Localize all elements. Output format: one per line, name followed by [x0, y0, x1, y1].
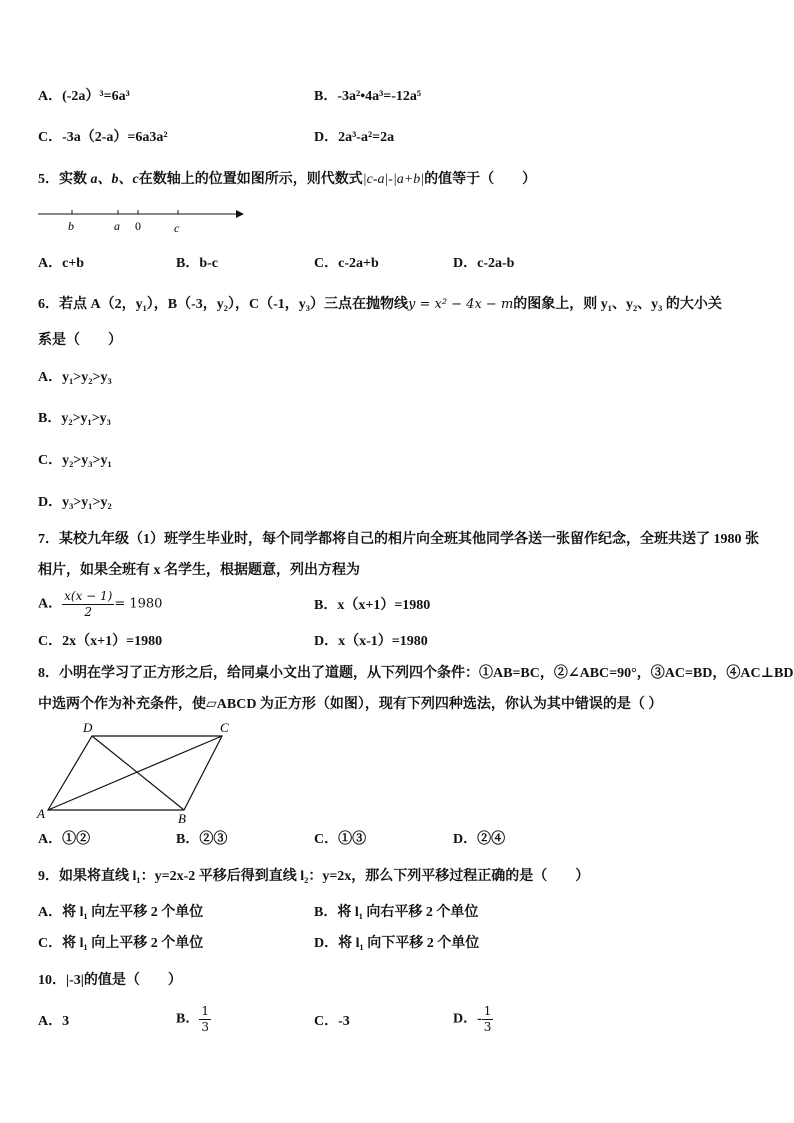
q7-option-a-label: A． — [38, 596, 63, 612]
q5-vars: a、b、c — [90, 172, 139, 187]
q10-option-b — [176, 1004, 211, 1035]
q8-parallelogram-figure — [34, 718, 240, 824]
q6-stem-line2: 系是（ ） — [38, 333, 122, 348]
q10-option-d-denominator: 3 — [483, 1020, 492, 1034]
q6-option-c: C．y₂>y₃>y₁ — [38, 453, 112, 468]
q5-stem-mid: 在数轴上的位置如图所示，则代数式 — [138, 172, 363, 187]
q5-option-a: A．c+b — [38, 256, 85, 271]
q7-option-b: B．x（x+1）=1980 — [314, 598, 431, 613]
q5-stem — [38, 170, 536, 190]
q5-number-line — [36, 204, 248, 234]
q4-option-b: B．-3a²•4a³=-12a⁵ — [314, 89, 422, 104]
figure-label-a: A — [37, 806, 45, 821]
q9-option-d: D．将 l₁ 向下平移 2 个单位 — [314, 936, 480, 951]
q6-stem-line1 — [38, 295, 722, 315]
figure-label-c: C — [220, 720, 229, 735]
q8-option-d: D．②④ — [453, 832, 506, 847]
q8-stem-line2: 中选两个作为补充条件，使▱ABCD 为正方形（如图），现有下列四种选法，你认为其中错误的是（ ） — [38, 697, 663, 712]
q9-stem: 9．如果将直线 l₁：y=2x-2 平移后得到直线 l₂：y=2x，那么下列平移过程正确的是（ ） — [38, 869, 590, 884]
q6-stem-part2: 的图象上，则 y₁、y₂、y₃ 的大小关 — [513, 297, 722, 312]
q7-option-d: D．x（x-1）=1980 — [314, 634, 428, 649]
q8-option-a: A．①② — [38, 832, 91, 847]
q7-fraction-numerator: x(x − 1) — [64, 589, 113, 603]
q5-stem-prefix: 5．实数 — [38, 172, 91, 187]
q10-option-b-denominator: 3 — [201, 1020, 209, 1034]
q10-stem: 10．|-3|的值是（ ） — [38, 973, 182, 988]
q7-option-a-fraction — [62, 589, 114, 620]
numberline-label-0: 0 — [135, 219, 141, 233]
q6-parabola: y = x² − 4x − m — [407, 297, 514, 312]
q6-option-d: D．y₃>y₁>y₂ — [38, 495, 112, 510]
q9-option-c: C．将 l₁ 向上平移 2 个单位 — [38, 936, 204, 951]
q10-option-d-fraction — [482, 1004, 494, 1035]
q9-option-b: B．将 l₁ 向右平移 2 个单位 — [314, 905, 479, 920]
q7-option-a — [38, 589, 162, 620]
q10-option-b-label: B． — [176, 1011, 200, 1027]
q7-stem-line2: 相片，如果全班有 x 名学生，根据题意，列出方程为 — [38, 563, 360, 578]
q4-option-a: A．(-2a）³=6a³ — [38, 89, 130, 104]
q7-fraction-denominator: 2 — [84, 605, 93, 619]
q8-option-b: B．②③ — [176, 832, 228, 847]
q10-option-a: A．3 — [38, 1014, 70, 1029]
q5-option-b: B．b-c — [176, 256, 218, 271]
q7-option-a-rhs: = 1980 — [114, 596, 163, 612]
q5-option-c: C．c-2a+b — [314, 256, 379, 271]
q5-expression: |c-a|-|a+b| — [362, 172, 425, 187]
numberline-label-b: b — [68, 219, 74, 233]
q9-option-a: A．将 l₁ 向左平移 2 个单位 — [38, 905, 204, 920]
figure-label-b: B — [178, 811, 186, 824]
q5-option-d: D．c-2a-b — [453, 256, 515, 271]
q6-option-a: A．y₁>y₂>y₃ — [38, 370, 112, 385]
numberline-label-c: c — [174, 221, 180, 234]
q10-option-d — [453, 1004, 493, 1035]
q6-option-b: B．y₂>y₁>y₃ — [38, 411, 111, 426]
q10-option-c: C．-3 — [314, 1014, 350, 1029]
q7-option-c: C．2x（x+1）=1980 — [38, 634, 163, 649]
q7-stem-line1: 7．某校九年级（1）班学生毕业时，每个同学都将自己的相片向全班其他同学各送一张留作纪念，全班共送了 1980 张 — [38, 532, 759, 547]
q4-option-c: C．-3a（2-a）=6a3a² — [38, 130, 168, 145]
q10-option-b-numerator: 1 — [201, 1004, 209, 1018]
q4-option-d: D．2a³-a²=2a — [314, 130, 395, 145]
q8-stem-line1: 8．小明在学习了正方形之后，给同桌小文出了道题，从下列四个条件：①AB=BC，②∠ABC=90°，③AC=BD，④AC⊥BD — [38, 666, 794, 681]
q8-option-c: C．①③ — [314, 832, 367, 847]
figure-label-d: D — [83, 720, 93, 735]
q6-stem-part1: 6．若点 A（2，y₁），B（-3，y₂），C（-1，y₃）三点在抛物线 — [38, 297, 408, 312]
q10-option-d-label: D．- — [453, 1011, 482, 1027]
numberline-label-a: a — [114, 219, 120, 233]
q10-option-d-numerator: 1 — [483, 1004, 492, 1018]
q10-option-b-fraction — [199, 1004, 211, 1035]
q5-stem-suffix: 的值等于（ ） — [424, 172, 537, 187]
